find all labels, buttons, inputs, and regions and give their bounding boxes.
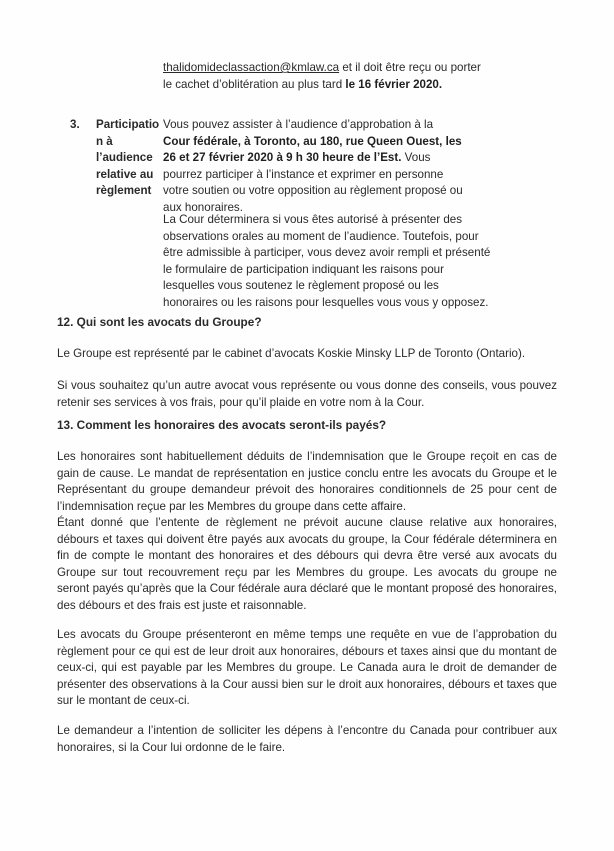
item-label-line: Participatio — [96, 118, 160, 131]
email-link[interactable]: thalidomideclassaction@kmlaw.ca — [163, 61, 340, 74]
deadline-text-1: et il doit être reçu ou porter — [339, 61, 481, 74]
item-number: 3. — [70, 118, 80, 131]
hearing-text: Vous pouvez assister à l’audience d’approbation à la — [163, 118, 434, 131]
section-12-paragraph: Si vous souhaitez qu’un autre avocat vous représente ou vous donne des conseils, vous pouvez retenir ses services à vos frais, pour qu’il plaide en votre nom à la Cour. — [57, 379, 557, 409]
section-12-paragraph: Le Groupe est représenté par le cabinet d’avocats Koskie Minsky LLP de Toronto (Ontario). — [57, 347, 526, 360]
section-13-paragraph: Étant donné que l’entente de règlement ne prévoit aucune clause relative aux honoraires, débours et taxes qui doivent être payés aux avocats du groupe, la Cour fédérale déterminera en fin de compte le montant des honoraires et des débours qui devra être versé aux avocats du Groupe sur tout recouvrement reçu par les Membres du groupe. Les avocats du groupe ne seront payés qu’après que la Cour fédérale aura déclaré que le montant proposé des honoraires, des débours et des frais est juste et raisonnable. — [57, 516, 557, 612]
hearing-paragraph — [163, 117, 463, 217]
item-label-line: l’audience — [96, 151, 153, 165]
submission-deadline-paragraph — [163, 60, 493, 93]
section-13-heading: 13. Comment les honoraires des avocats seront-ils payés? — [57, 418, 387, 432]
deadline-date: le 16 février 2020. — [345, 77, 443, 91]
oral-observations-paragraph: La Cour déterminera si vous êtes autorisé à présenter des observations orales au moment de l’audience. Toutefois, pour être admissible à participer, vous devez avoir rempli et présenté le formulaire de participation indiquant les raisons pour lesquelles vous soutenez le règlement proposé ou les honoraires ou les raisons pour lesquelles vous vous y opposez. — [163, 213, 491, 309]
section-13-paragraph: Les honoraires sont habituellement déduits de l’indemnisation que le Groupe reçoit en cas de gain de cause. Le mandat de représentation en justice conclu entre les avocats du Groupe et le Représentant du groupe demandeur prévoit des honoraires conditionnels de 25 pour cent de l’indemnisation reçue par les Membres du groupe dans cette affaire. — [57, 450, 557, 513]
item-label-line: règlement — [96, 184, 152, 198]
item-label — [96, 117, 160, 200]
section-13-paragraph: Le demandeur a l’intention de solliciter les dépens à l’encontre du Canada pour contribuer aux honoraires, si la Cour lui ordonne de le faire. — [57, 724, 557, 754]
section-13-paragraph: Les avocats du Groupe présenteront en même temps une requête en vue de l’approbation du règlement pour ce qui est de leur droit aux honoraires, débours et taxes ainsi que du montant de ceux-ci, qui est payable par les Membres du groupe. Le Canada aura le droit de demander de présenter des observations à la Cour aussi bien sur le droit aux honoraires, débours et taxes que sur le montant de ceux-ci. — [57, 628, 557, 708]
hearing-text-2: Vous pourrez participer à l’instance et exprimer en personne votre soutien ou votre opposition au règlement proposé ou aux honoraires. — [163, 151, 463, 214]
item-label-line: relative au — [96, 167, 154, 181]
section-12-heading: 12. Qui sont les avocats du Groupe? — [57, 315, 262, 329]
item-label-line: n à — [96, 134, 113, 148]
deadline-text-2: le cachet d’oblitération au plus tard — [163, 77, 346, 91]
hearing-details: Cour fédérale, à Toronto, au 180, rue Queen Ouest, les 26 et 27 février 2020 à 9 h 30 heure de l’Est. — [163, 134, 462, 165]
